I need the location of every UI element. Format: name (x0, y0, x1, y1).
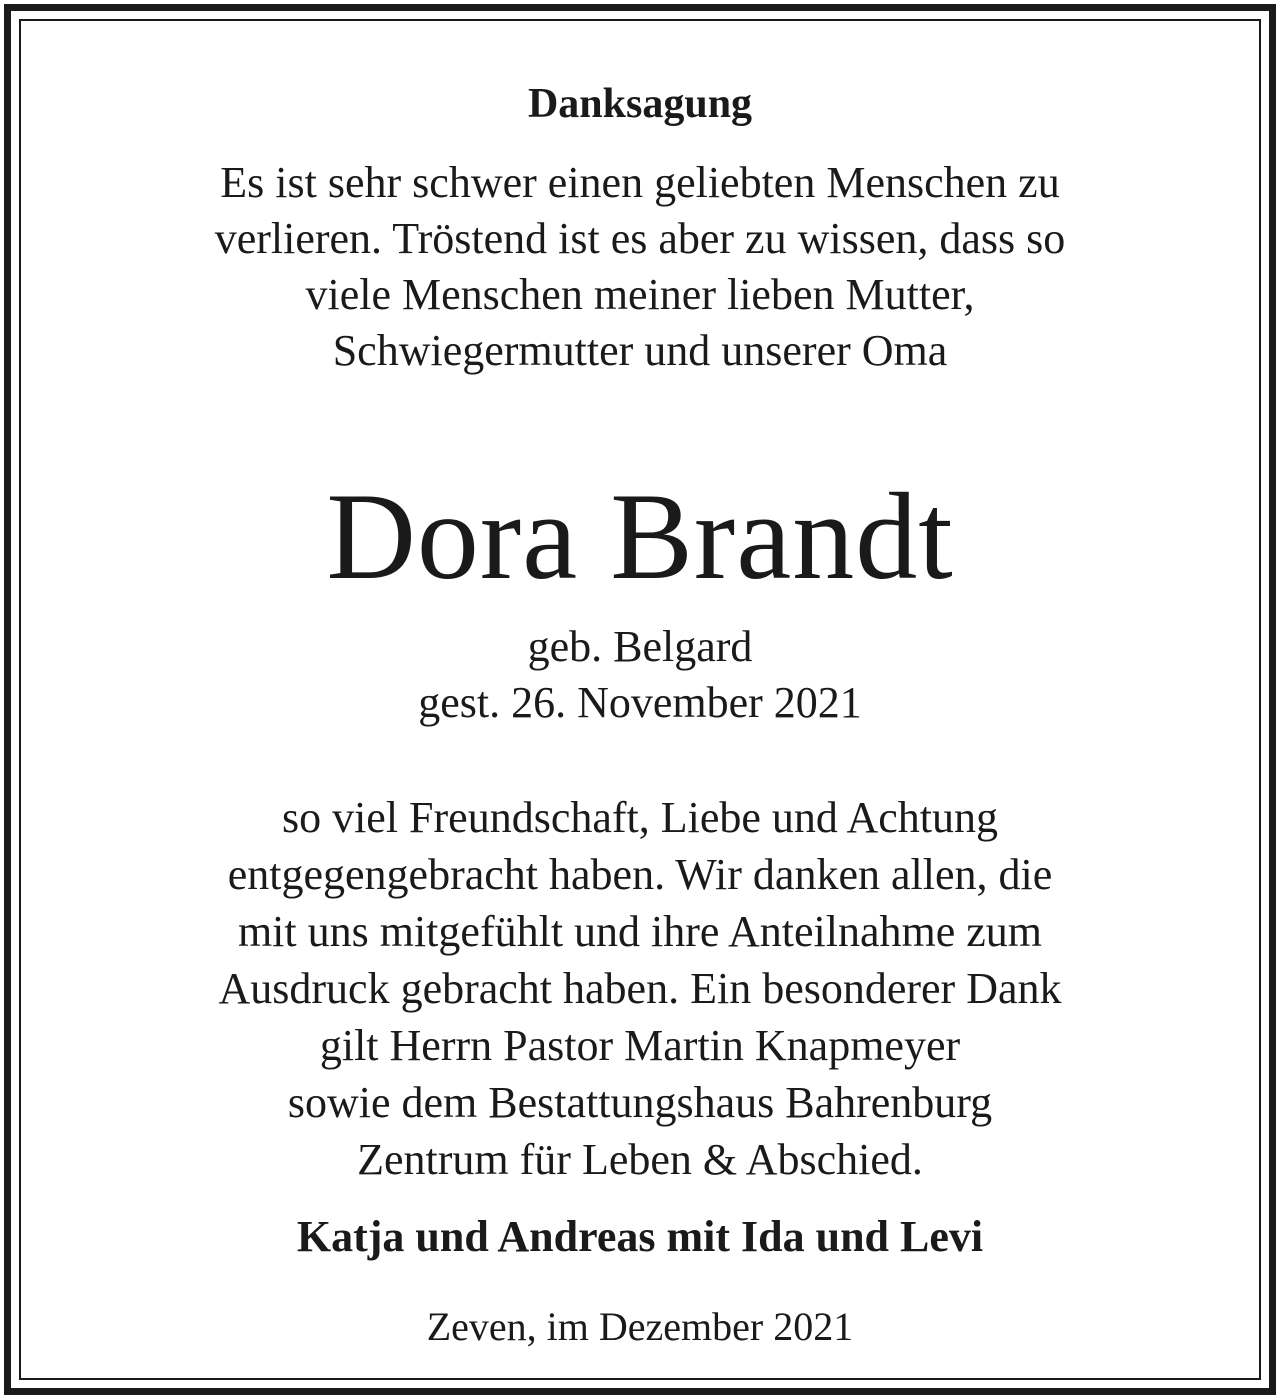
intro-line: verlieren. Tröstend ist es aber zu wissen, dass so (214, 214, 1066, 263)
notice-heading: Danksagung (527, 81, 753, 127)
thanks-line: so viel Freundschaft, Liebe und Achtung (281, 793, 999, 842)
thanks-line: gilt Herrn Pastor Martin Knapmeyer (319, 1021, 961, 1070)
thanks-line: entgegengebracht haben. Wir danken allen, die (227, 850, 1053, 899)
thanks-line: Zentrum für Leben & Abschied. (357, 1135, 923, 1184)
place-and-date: Zeven, im Dezember 2021 (426, 1304, 854, 1349)
intro-line: Schwiegermutter und unserer Oma (332, 326, 948, 375)
thanks-line: sowie dem Bestattungshaus Bahrenburg (287, 1078, 993, 1127)
intro-line: viele Menschen meiner lieben Mutter, (305, 270, 975, 319)
thanks-line: mit uns mitgefühlt und ihre Anteilnahme zum (237, 907, 1043, 956)
thanks-paragraph (21, 789, 1259, 1188)
intro-line: Es ist sehr schwer einen geliebten Menschen zu (220, 158, 1060, 207)
obituary-notice (21, 21, 1259, 1378)
deceased-name: Dora Brandt (326, 468, 954, 605)
thanks-line: Ausdruck gebracht haben. Ein besonderer Dank (218, 964, 1062, 1013)
death-date: gest. 26. November 2021 (418, 678, 862, 727)
intro-paragraph (21, 155, 1259, 379)
family-signature: Katja und Andreas mit Ida und Levi (296, 1212, 984, 1261)
birth-name: geb. Belgard (527, 622, 753, 671)
